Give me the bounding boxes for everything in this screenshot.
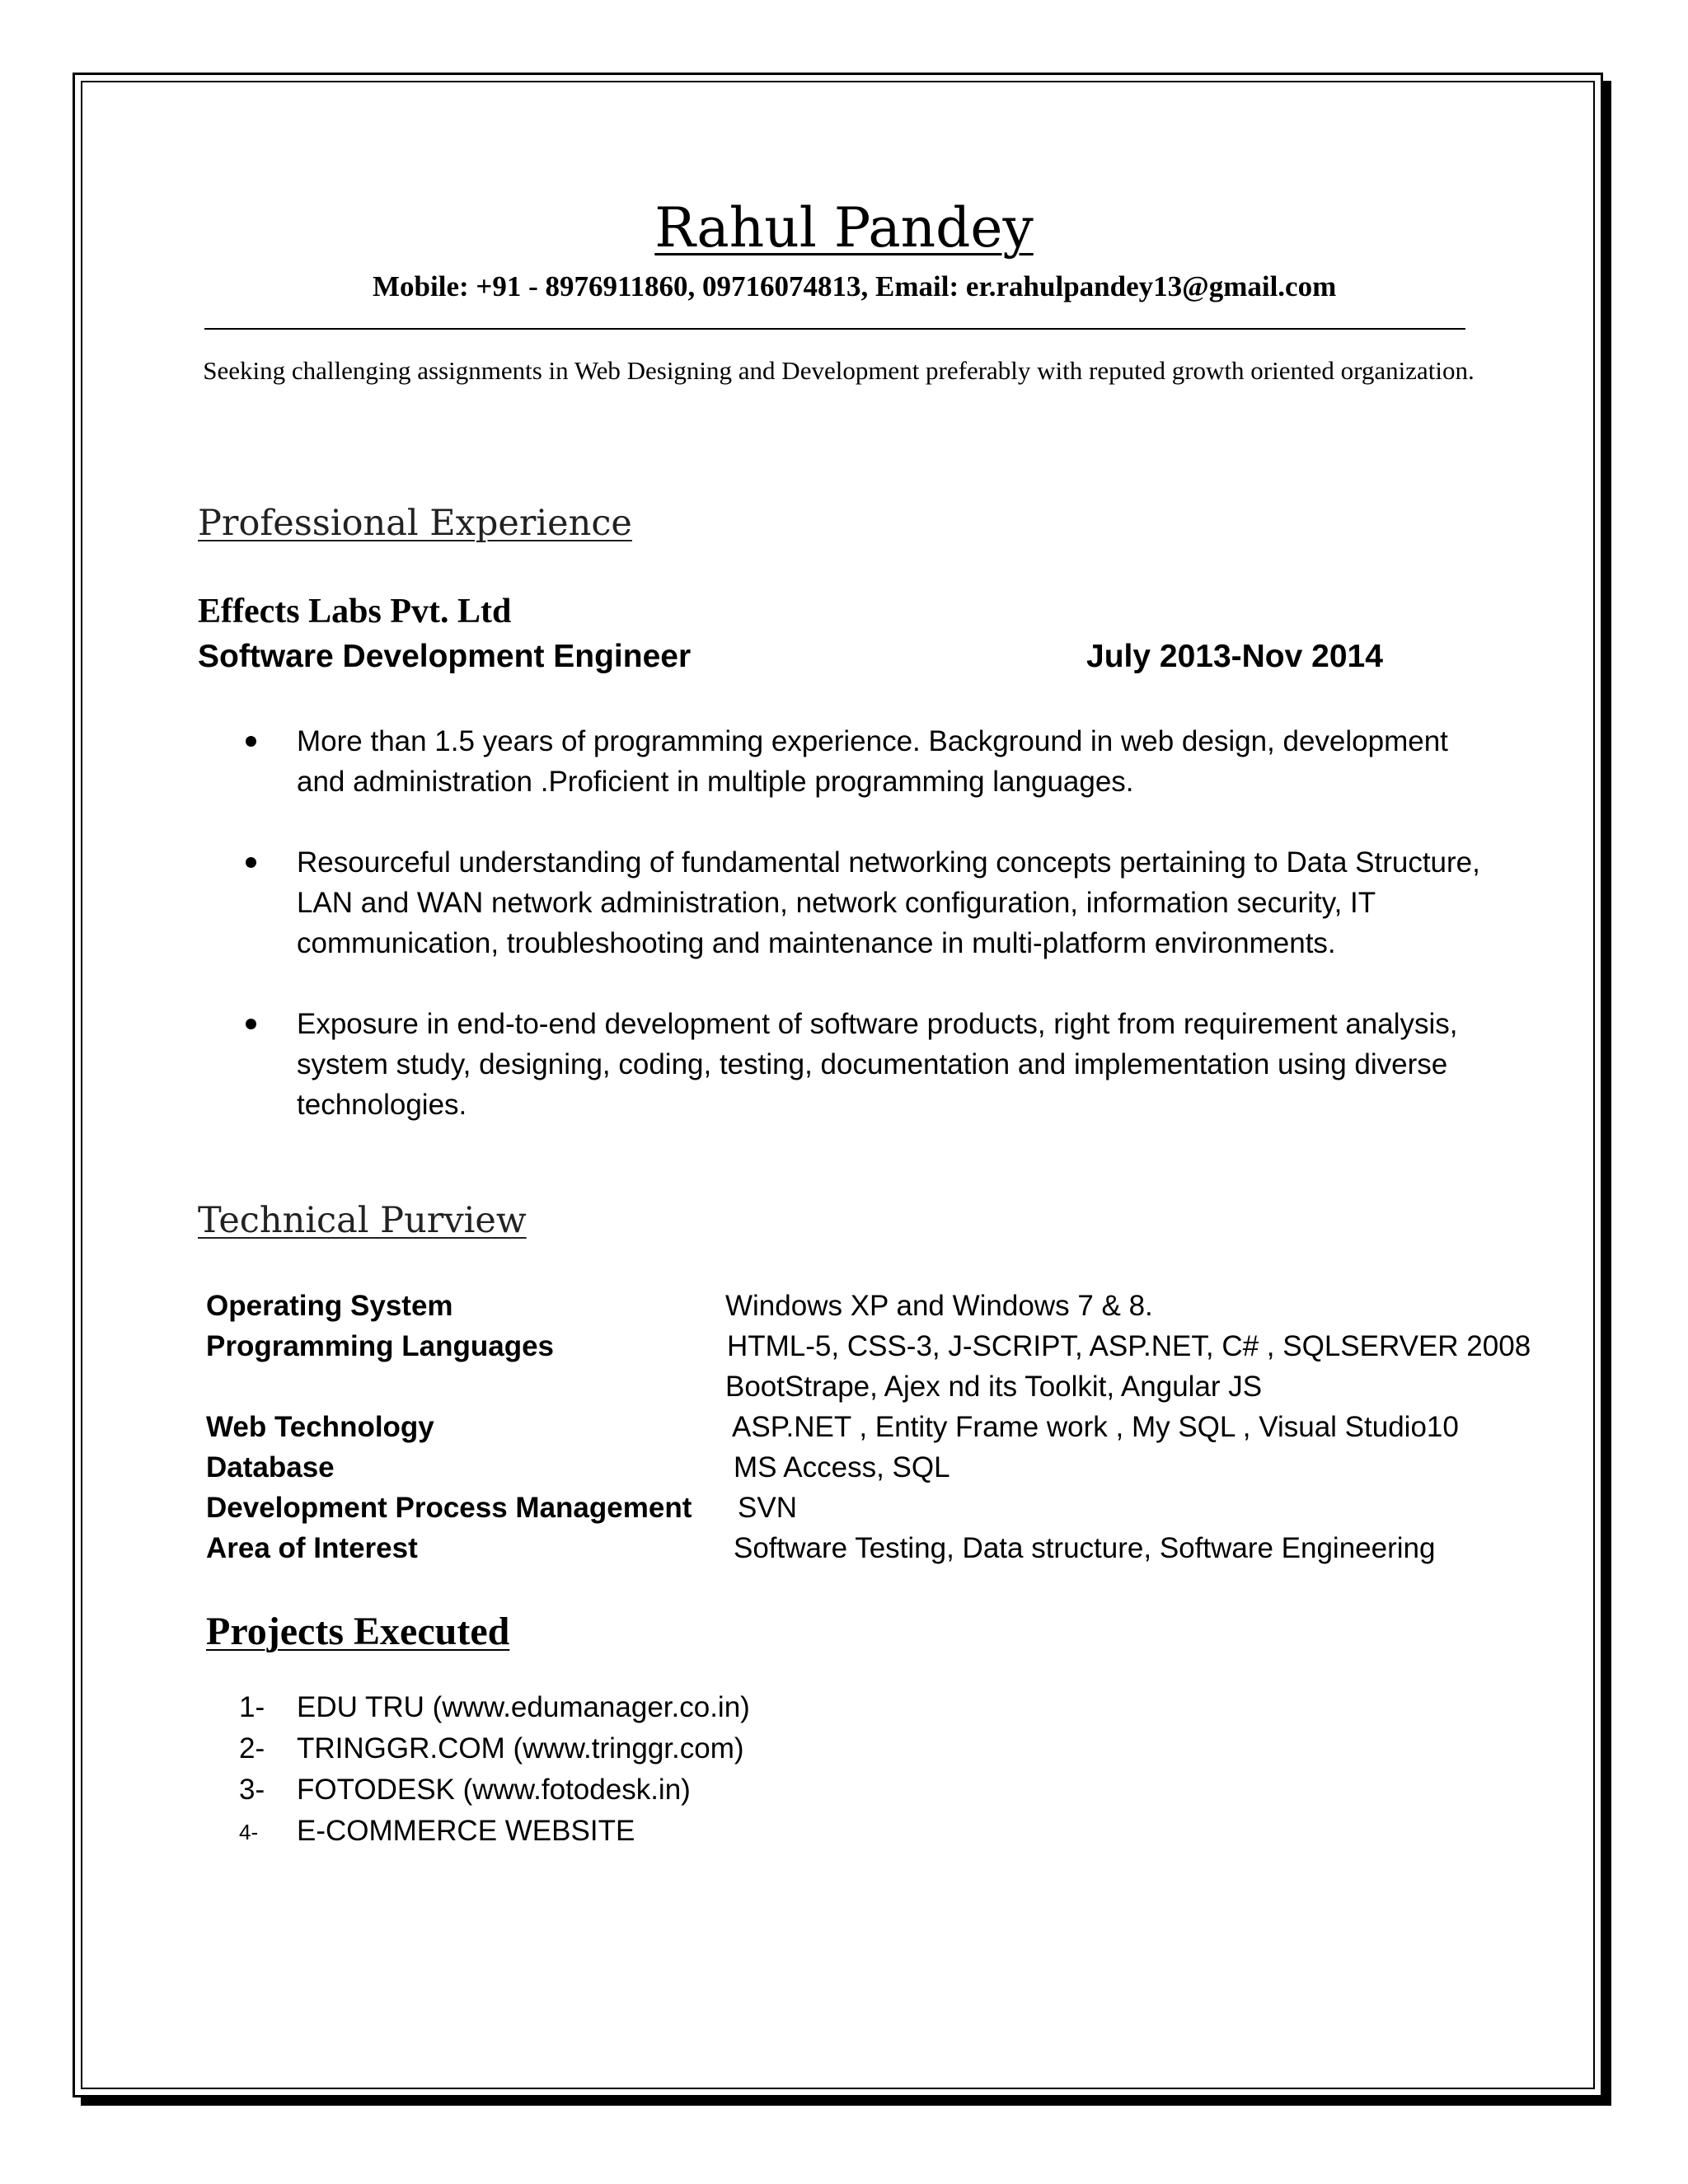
company-name: Effects Labs Pvt. Ltd xyxy=(198,593,512,630)
objective-statement: Seeking challenging assignments in Web Designing and Development preferably with reputed growth oriented organization. xyxy=(203,356,1475,385)
project-name: FOTODESK (www.fotodesk.in) xyxy=(297,1774,691,1806)
tech-value: HTML-5, CSS-3, J-SCRIPT, ASP.NET, C# , SQLSERVER 2008 xyxy=(727,1330,1531,1362)
tech-value: SVN xyxy=(738,1492,797,1524)
section-title-projects: Projects Executed xyxy=(206,1610,510,1653)
project-name: EDU TRU (www.edumanager.co.in) xyxy=(297,1691,750,1723)
tech-label: Database xyxy=(206,1451,335,1483)
project-number: 1- xyxy=(239,1691,265,1723)
project-number: 2- xyxy=(239,1732,265,1765)
project-number: 4- xyxy=(239,1820,259,1844)
tech-value: ASP.NET , Entity Frame work , My SQL , Visual Studio10 xyxy=(732,1411,1459,1443)
tech-label: Area of Interest xyxy=(206,1532,418,1564)
project-name: TRINGGR.COM (www.tringgr.com) xyxy=(297,1732,744,1765)
candidate-name: Rahul Pandey xyxy=(654,196,1034,260)
tech-value: BootStrape, Ajex nd its Toolkit, Angular JS xyxy=(725,1371,1263,1403)
tech-value: MS Access, SQL xyxy=(734,1451,950,1483)
contact-line: Mobile: +91 - 8976911860, 09716074813, Email: er.rahulpandey13@gmail.com xyxy=(373,270,1337,302)
project-number: 3- xyxy=(239,1774,265,1806)
section-title-experience: Professional Experience xyxy=(198,503,632,544)
list-item: More than 1.5 years of programming experience. Background in web design, development and administration .Proficient in multiple programming languages. xyxy=(198,721,1484,802)
header-divider xyxy=(204,328,1465,330)
job-period: July 2013-Nov 2014 xyxy=(1086,639,1383,674)
list-item: Resourceful understanding of fundamental networking concepts pertaining to Data Structure, LAN and WAN network administration, network configuration, information security, IT communication, troubleshooting and maintenance in multi-platform environments. xyxy=(198,842,1484,963)
tech-value: Windows XP and Windows 7 & 8. xyxy=(725,1290,1153,1322)
experience-bullets xyxy=(198,721,1484,1165)
bullet-icon xyxy=(246,857,256,868)
bullet-icon xyxy=(246,736,256,747)
job-role: Software Development Engineer xyxy=(198,639,692,674)
project-name: E-COMMERCE WEBSITE xyxy=(297,1815,635,1847)
list-item: Exposure in end-to-end development of software products, right from requirement analysis, system study, designing, coding, testing, documentation and implementation using diverse technologies. xyxy=(198,1004,1484,1125)
tech-label: Programming Languages xyxy=(206,1330,555,1362)
section-title-technical: Technical Purview xyxy=(198,1200,527,1241)
bullet-icon xyxy=(246,1019,256,1029)
tech-label: Development Process Management xyxy=(206,1492,692,1524)
tech-value: Software Testing, Data structure, Software Engineering xyxy=(734,1532,1436,1564)
tech-label: Web Technology xyxy=(206,1411,434,1443)
tech-label: Operating System xyxy=(206,1290,453,1322)
